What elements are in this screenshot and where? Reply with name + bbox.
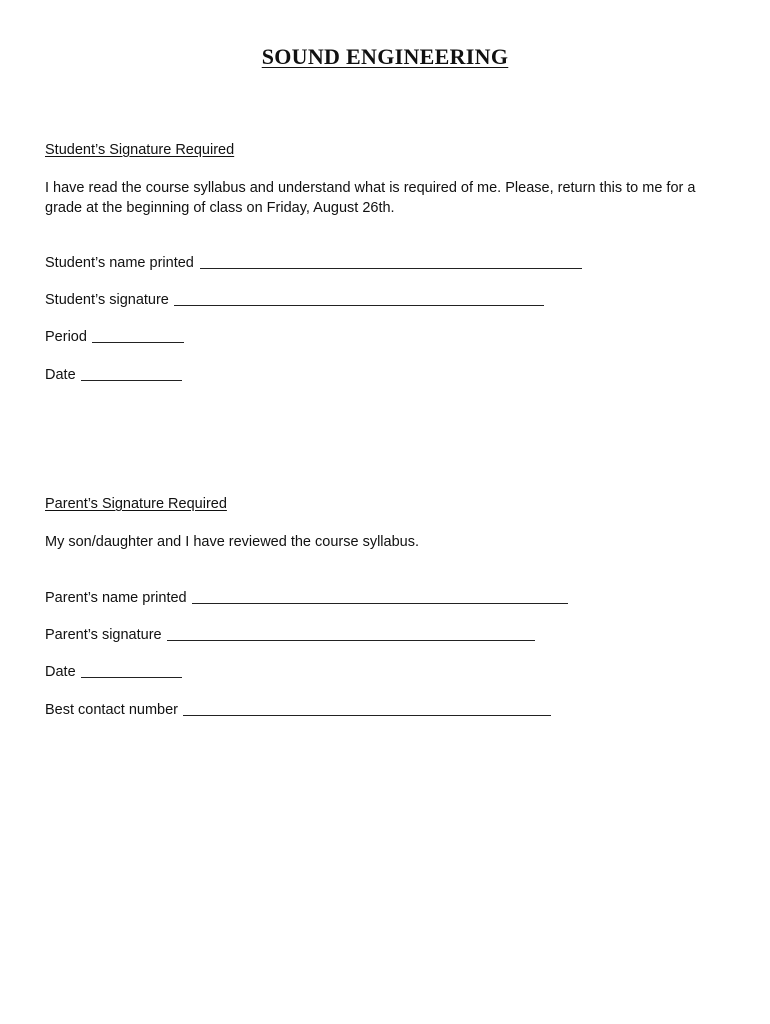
student-date-label: Date: [45, 367, 76, 383]
parent-date-input-line[interactable]: [81, 676, 182, 678]
parent-date-field: [45, 662, 182, 682]
student-section-heading: Student’s Signature Required: [45, 142, 235, 158]
student-statement: I have read the course syllabus and understand what is required of me. Please, return this to me for a grade at the beginning of class on Friday, August 26th.: [45, 180, 696, 216]
parent-date-label: Date: [45, 664, 76, 680]
parent-signature-input-line[interactable]: [167, 639, 535, 641]
student-period-input-line[interactable]: [92, 341, 184, 343]
student-period-field: [45, 327, 184, 347]
student-period-label: Period: [45, 329, 87, 345]
student-date-field: [45, 365, 182, 385]
parent-contact-field: [45, 700, 551, 720]
parent-contact-input-line[interactable]: [183, 714, 551, 716]
page-title: [0, 44, 770, 70]
parent-signature-label: Parent’s signature: [45, 627, 162, 643]
student-name-label: Student’s name printed: [45, 255, 194, 271]
parent-name-field: [45, 588, 568, 608]
parent-name-input-line[interactable]: [192, 602, 568, 604]
parent-section-heading: Parent’s Signature Required: [45, 496, 227, 512]
student-signature-field: [45, 290, 544, 310]
parent-signature-field: [45, 625, 535, 645]
parent-statement: My son/daughter and I have reviewed the course syllabus.: [45, 534, 419, 550]
student-name-field: [45, 253, 582, 273]
student-name-input-line[interactable]: [200, 267, 582, 269]
parent-name-label: Parent’s name printed: [45, 590, 187, 606]
student-signature-label: Student’s signature: [45, 292, 169, 308]
student-signature-input-line[interactable]: [174, 304, 544, 306]
parent-contact-label: Best contact number: [45, 702, 178, 718]
student-date-input-line[interactable]: [81, 379, 182, 381]
page-title-text: SOUND ENGINEERING: [261, 44, 509, 69]
